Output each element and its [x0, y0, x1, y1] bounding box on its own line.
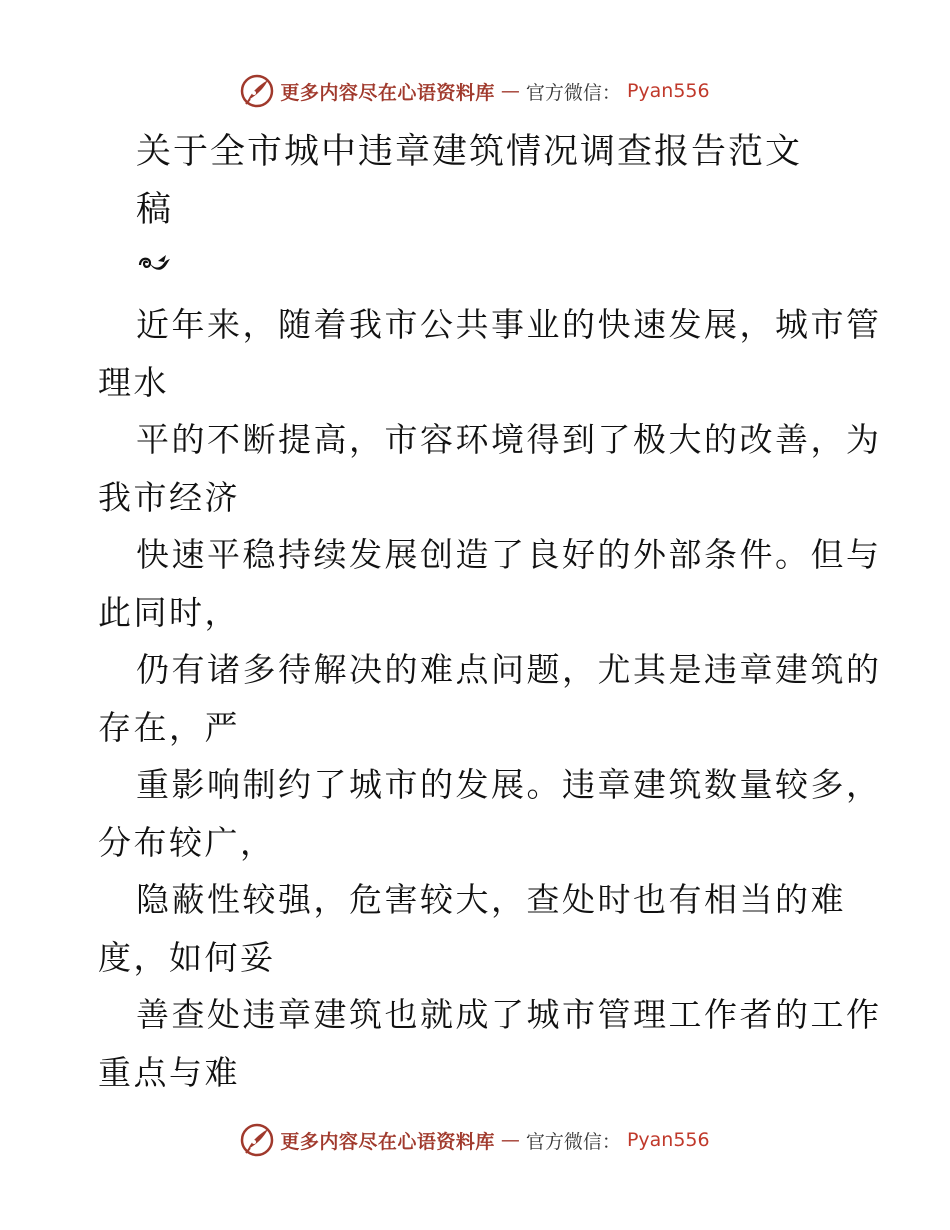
banner-wechat-label: 官方微信：: [525, 1130, 621, 1153]
banner-dash: —: [500, 80, 520, 102]
quill-logo-icon: [240, 1123, 274, 1157]
text-line: 重影响制约了城市的发展。违章建筑数量较多，: [136, 765, 882, 804]
text-line: 我市经济: [98, 477, 240, 517]
text-line: 近年来，随着我市公共事业的快速发展，城市管: [136, 305, 882, 344]
quill-logo-icon: [240, 74, 274, 108]
banner-content: [240, 74, 709, 108]
banner-title: 更多内容尽在心语资料库: [280, 1130, 495, 1153]
banner-dash: —: [500, 1129, 520, 1151]
text-line: 重点与难: [98, 1052, 240, 1092]
text-line: 理水: [98, 362, 169, 402]
footer-banner: [0, 1120, 950, 1160]
text-line: 度，如何妥: [98, 937, 276, 977]
header-banner: [0, 71, 950, 111]
text-line: 此同时，: [98, 592, 240, 632]
text-line: 存在，严: [98, 707, 240, 747]
title-line-2: 稿: [136, 189, 174, 230]
banner-content: [240, 1123, 709, 1157]
text-line: 分布较广，: [98, 822, 276, 862]
document-body: [98, 296, 882, 1101]
text-line: 仍有诸多待解决的难点问题，尤其是违章建筑的: [136, 650, 882, 689]
title-line-1: 关于全市城中违章建筑情况调查报告范文: [136, 132, 803, 172]
banner-wechat-id: Pyan556: [626, 80, 710, 102]
text-line: 隐蔽性较强，危害较大，查处时也有相当的难: [136, 880, 846, 919]
banner-wechat-label: 官方微信：: [525, 81, 621, 104]
text-line: 快速平稳持续发展创造了良好的外部条件。但与: [136, 535, 882, 574]
document-title: [136, 124, 803, 239]
fleuron-icon: [136, 249, 172, 277]
text-line: 善查处违章建筑也就成了城市管理工作者的工作: [136, 995, 882, 1034]
banner-title: 更多内容尽在心语资料库: [280, 81, 495, 104]
banner-wechat-id: Pyan556: [626, 1129, 710, 1151]
text-line: 平的不断提高，市容环境得到了极大的改善，为: [136, 420, 882, 459]
